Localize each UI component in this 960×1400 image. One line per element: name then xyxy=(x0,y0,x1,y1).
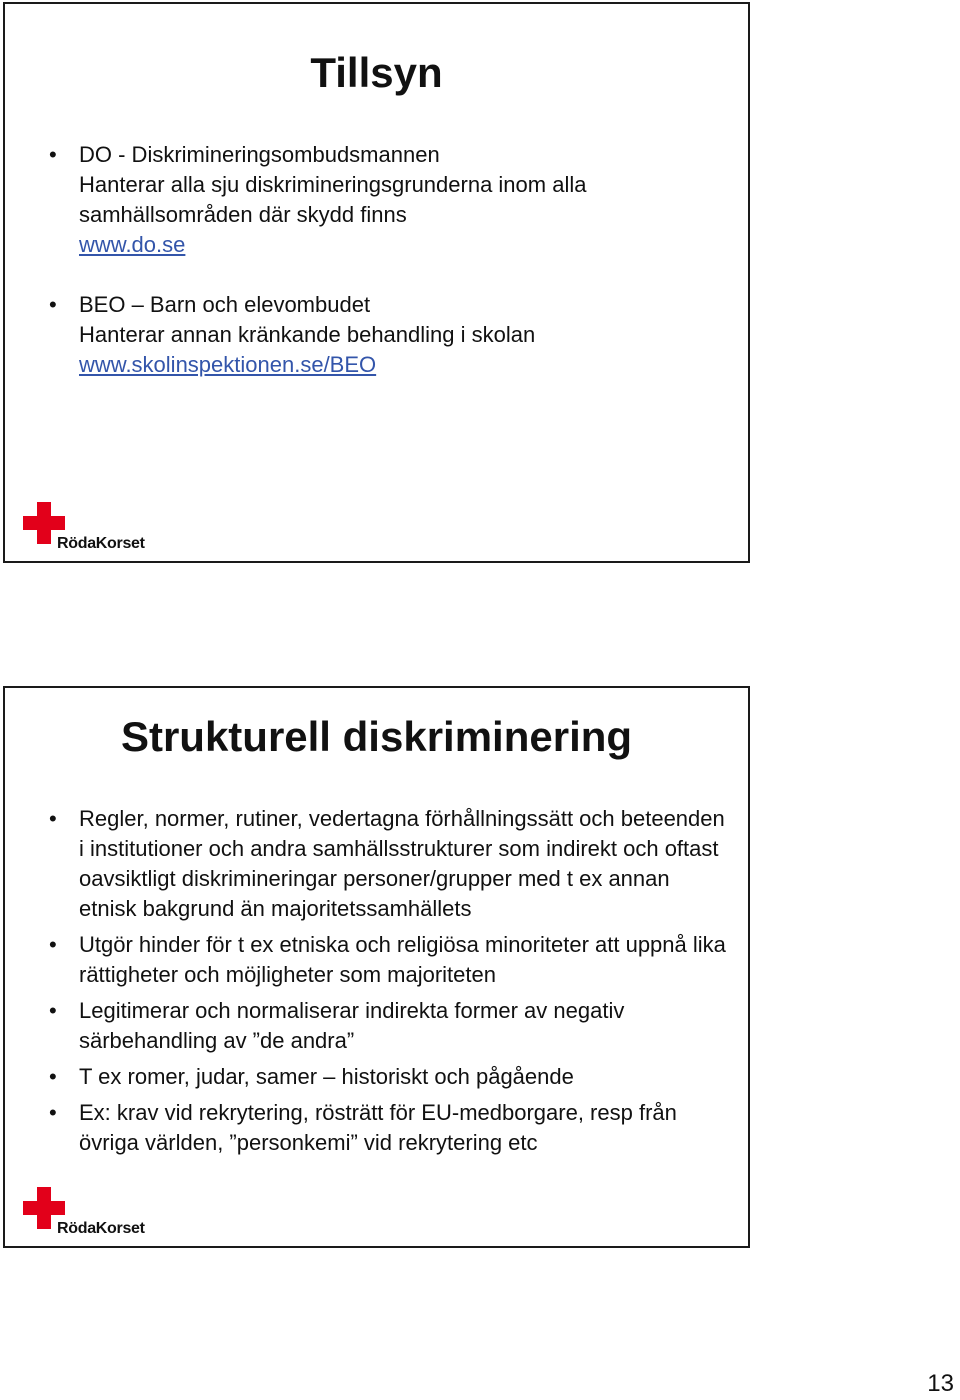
bullet-line: samhällsområden där skydd finns xyxy=(79,202,407,227)
list-item xyxy=(45,1062,728,1092)
roda-korset-logo xyxy=(23,1187,163,1237)
logo-text: RödaKorset xyxy=(57,535,145,552)
do-link[interactable]: www.do.se xyxy=(79,232,186,257)
bullet-line: BEO – Barn och elevombudet xyxy=(79,292,371,317)
bullet-text: Ex: krav vid rekrytering, rösträtt för EU-medborgare, resp från övriga världen, ”personkemi” vid rekrytering etc xyxy=(79,1100,677,1155)
bullet-marker: • xyxy=(49,292,57,317)
beo-link[interactable]: www.skolinspektionen.se/BEO xyxy=(79,352,377,377)
bullet-marker: • xyxy=(49,1100,57,1125)
list-item xyxy=(45,996,728,1056)
bullet-text: Legitimerar och normaliserar indirekta former av negativ särbehandling av ”de andra” xyxy=(79,998,625,1053)
bullet-list xyxy=(45,140,728,410)
bullet-text: T ex romer, judar, samer – historiskt och pågående xyxy=(79,1064,574,1089)
bullet-marker: • xyxy=(49,142,57,167)
slide-tillsyn xyxy=(3,2,750,563)
bullet-line: Hanterar alla sju diskrimineringsgrunderna inom alla xyxy=(79,172,587,197)
list-item xyxy=(45,804,728,924)
list-item xyxy=(45,930,728,990)
bullet-line: Hanterar annan kränkande behandling i skolan xyxy=(79,322,536,347)
page-number: 13 xyxy=(927,1370,954,1397)
slide-title: Strukturell diskriminering xyxy=(120,713,633,760)
list-item xyxy=(45,140,728,260)
bullet-marker: • xyxy=(49,932,57,957)
slide-title: Tillsyn xyxy=(310,49,443,96)
bullet-text: Utgör hinder för t ex etniska och religiösa minoriteter att uppnå lika rättigheter och möjligheter som majoriteten xyxy=(79,932,726,987)
list-item xyxy=(45,290,728,380)
bullet-line: DO - Diskrimineringsombudsmannen xyxy=(79,142,440,167)
bullet-marker: • xyxy=(49,1064,57,1089)
slide-strukturell-diskriminering xyxy=(3,686,750,1248)
bullet-marker: • xyxy=(49,998,57,1023)
logo-text: RödaKorset xyxy=(57,1220,145,1237)
roda-korset-logo xyxy=(23,502,163,552)
list-item xyxy=(45,1098,728,1158)
bullet-text: Regler, normer, rutiner, vedertagna förhållningssätt och beteenden i institutioner och andra samhällsstrukturer som indirekt och oftast oavsiktligt diskrimineringar personer/grupper med t ex annan etnisk bakgrund än majoritetssamhällets xyxy=(79,806,725,921)
bullet-list xyxy=(45,804,728,1164)
bullet-marker: • xyxy=(49,806,57,831)
